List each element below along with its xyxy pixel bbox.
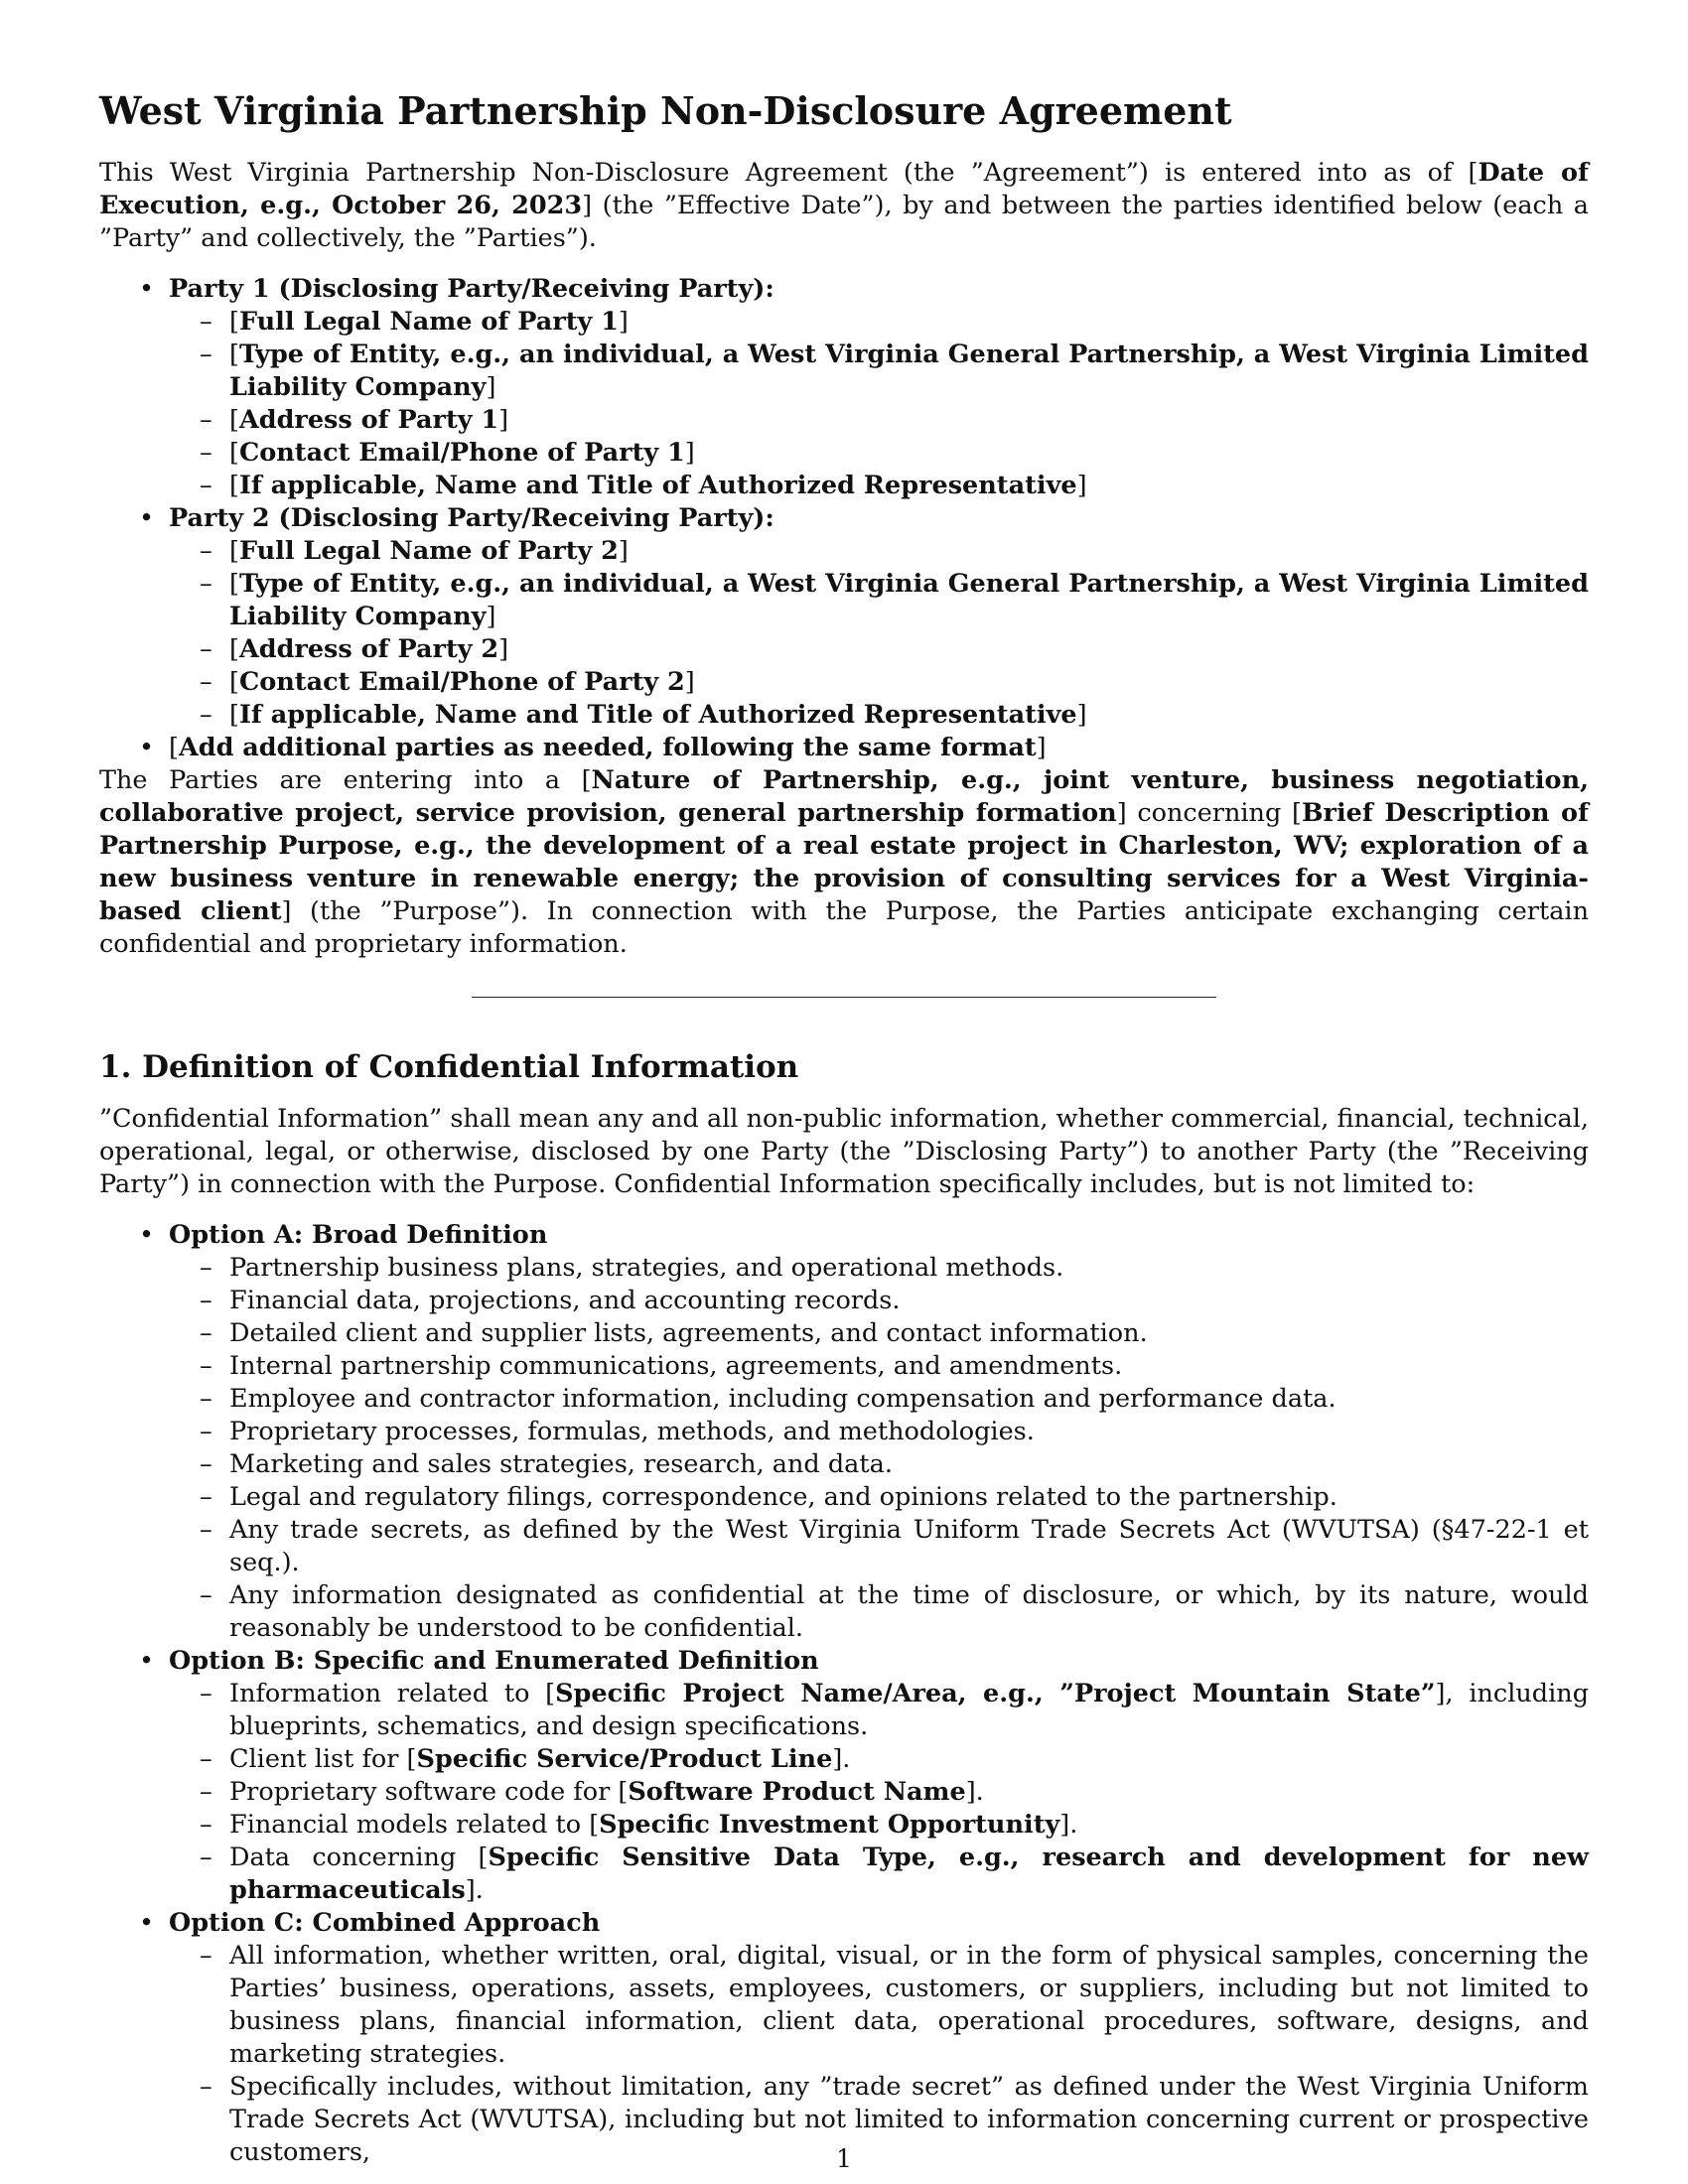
party-fields — [169, 535, 1589, 732]
party-field: – [Contact Email/Phone of Party 1] — [169, 437, 1589, 470]
additional-parties-item: • [Add additional parties as needed, following the same format] — [99, 732, 1589, 764]
list-item: – Proprietary software code for [Software Product Name]. — [169, 1776, 1589, 1809]
list-item: – Information related to [Specific Project Name/Area, e.g., ”Project Mountain State”], including blueprints, schematics, and design specifications. — [169, 1678, 1589, 1743]
option-a — [99, 1219, 1589, 1645]
party-1 — [99, 273, 1589, 502]
list-item: – All information, whether written, oral, digital, visual, or in the form of physical samples, concerning the Parties’ business, operations, assets, employees, customers, or suppliers, including but not limited to business plans, financial information, client data, operational procedures, software, designs, and marketing strategies. — [169, 1940, 1589, 2071]
document-page — [99, 87, 1589, 2169]
party-field: – [Address of Party 2] — [169, 633, 1589, 666]
list-item: – Partnership business plans, strategies, and operational methods. — [169, 1252, 1589, 1285]
list-item: – Specifically includes, without limitation, any ”trade secret” as defined under the West Virginia Uniform Trade Secrets Act (WVUTSA), including but not limited to information concerning current or prospective customers, — [169, 2071, 1589, 2169]
party-heading: Party 2 (Disclosing Party/Receiving Party): — [169, 503, 774, 533]
partnership-purpose-placeholder: Brief Description of Partnership Purpose, e.g., the development of a real estate project in Charleston, WV; exploration of a new business venture in renewable energy; the provision of consulting services for a West Virginia-based client — [99, 798, 1589, 926]
party-field: – [Type of Entity, e.g., an individual, a West Virginia General Partnership, a West Virginia Limited Liability Company] — [169, 339, 1589, 404]
partnership-nature-placeholder: Nature of Partnership, e.g., joint venture, business negotiation, collaborative project, service provision, general partnership formation — [99, 765, 1589, 828]
option-c-items — [169, 1940, 1589, 2169]
party-field: – [Full Legal Name of Party 2] — [169, 535, 1589, 568]
party-field: – [If applicable, Name and Title of Authorized Representative] — [169, 699, 1589, 732]
list-item: – Any trade secrets, as defined by the West Virginia Uniform Trade Secrets Act (WVUTSA) (§47-22-1 et seq.). — [169, 1514, 1589, 1579]
list-item: – Employee and contractor information, including compensation and performance data. — [169, 1383, 1589, 1416]
option-c — [99, 1907, 1589, 2169]
definition-options-list — [99, 1219, 1589, 2169]
party-field: – [Address of Party 1] — [169, 404, 1589, 437]
purpose-paragraph: The Parties are entering into a [Nature of Partnership, e.g., joint venture, business negotiation, collaborative project, service provision, general partnership formation] concerning [Brief Description of Partnership Purpose, e.g., the development of a real estate project in Charleston, WV; exploration of a new business venture in renewable energy; the provision of consulting services for a West Virginia-based client] (the ”Purpose”). In connection with the Purpose, the Parties anticipate exchanging certain confidential and proprietary information. — [99, 765, 1589, 959]
list-item: – Legal and regulatory filings, correspondence, and opinions related to the partnership. — [169, 1481, 1589, 1514]
parties-list — [99, 273, 1589, 764]
horizontal-rule — [472, 997, 1216, 998]
effective-date-placeholder: Date of Execution, e.g., October 26, 2023 — [99, 158, 1589, 220]
party-heading: Party 1 (Disclosing Party/Receiving Party): — [169, 274, 774, 304]
option-b — [99, 1645, 1589, 1907]
list-item: – Client list for [Specific Service/Product Line]. — [169, 1743, 1589, 1776]
intro-paragraph: This West Virginia Partnership Non-Disclosure Agreement (the ”Agreement”) is entered into as of [Date of Execution, e.g., October 26, 2023] (the ”Effective Date”), by and between the parties identified below (each a ”Party” and collectively, the ”Parties”). — [99, 158, 1590, 253]
list-item: – Financial data, projections, and accounting records. — [169, 1285, 1589, 1317]
list-item: – Data concerning [Specific Sensitive Data Type, e.g., research and development for new pharmaceuticals]. — [169, 1842, 1589, 1907]
option-heading: Option C: Combined Approach — [169, 1908, 601, 1938]
list-item: – Detailed client and supplier lists, agreements, and contact information. — [169, 1317, 1589, 1350]
list-item: – Financial models related to [Specific Investment Opportunity]. — [169, 1809, 1589, 1842]
option-heading: Option B: Specific and Enumerated Definition — [169, 1646, 819, 1676]
party-field: – [Type of Entity, e.g., an individual, a West Virginia General Partnership, a West Virginia Limited Liability Company] — [169, 568, 1589, 633]
page-number: 1 — [836, 2144, 852, 2173]
list-item: – Proprietary processes, formulas, methods, and methodologies. — [169, 1416, 1589, 1448]
party-2 — [99, 502, 1589, 732]
option-heading: Option A: Broad Definition — [169, 1220, 548, 1250]
list-item: – Any information designated as confidential at the time of disclosure, or which, by its nature, would reasonably be understood to be confidential. — [169, 1579, 1589, 1645]
party-field: – [If applicable, Name and Title of Authorized Representative] — [169, 470, 1589, 502]
party-field: – [Full Legal Name of Party 1] — [169, 306, 1589, 339]
section-heading: 1. Definition of Confidential Information — [99, 1049, 799, 1085]
party-field: – [Contact Email/Phone of Party 2] — [169, 666, 1589, 699]
document-title: West Virginia Partnership Non-Disclosure Agreement — [99, 88, 1232, 133]
option-a-items — [169, 1252, 1589, 1645]
list-item: – Internal partnership communications, agreements, and amendments. — [169, 1350, 1589, 1383]
party-fields — [169, 306, 1589, 502]
section-1-intro: ”Confidential Information” shall mean any and all non-public information, whether commercial, financial, technical, operational, legal, or otherwise, disclosed by one Party (the ”Disclosing Party”) to another Party (the ”Receiving Party”) in connection with the Purpose. Confidential Information specifically includes, but is not limited to: — [99, 1104, 1589, 1199]
list-item: – Marketing and sales strategies, research, and data. — [169, 1448, 1589, 1481]
option-b-items — [169, 1678, 1589, 1907]
